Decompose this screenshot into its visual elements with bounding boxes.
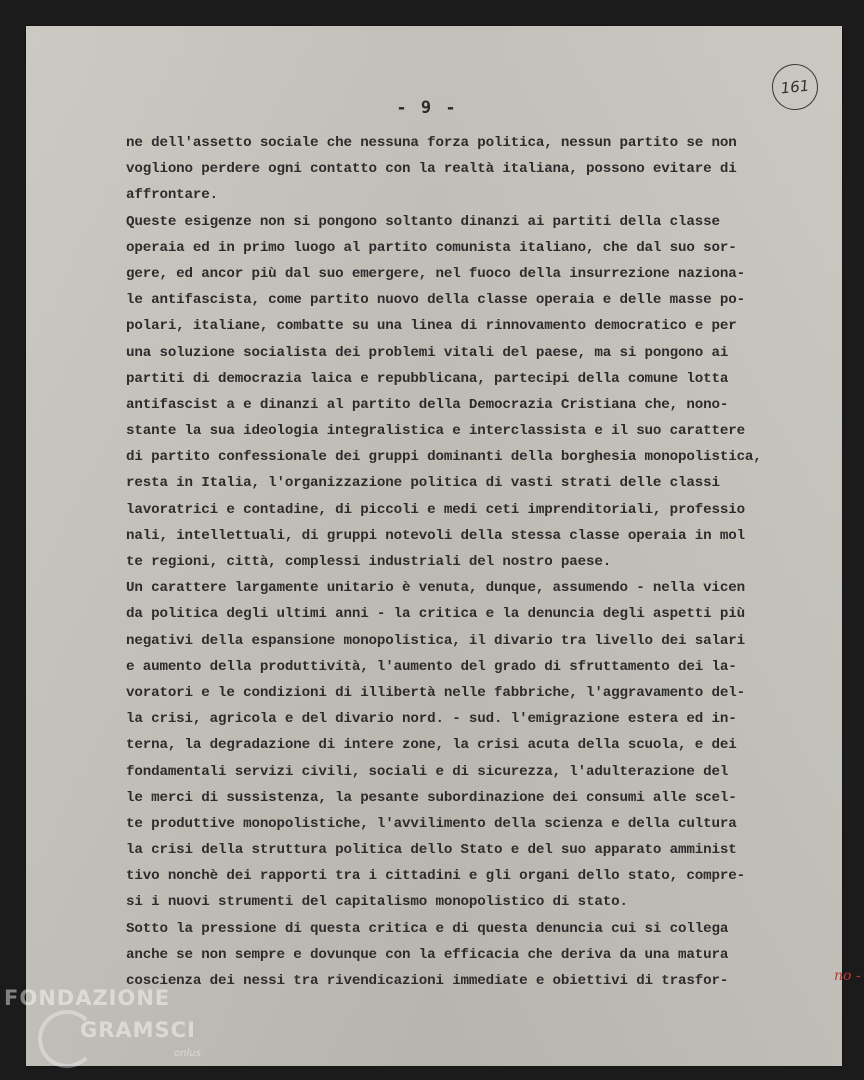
text-line: anche se non sempre e dovunque con la efficacia che deriva da una matura [126, 946, 729, 963]
text-line: coscienza dei nessi tra rivendicazioni immediate e obiettivi di trasfor- [126, 973, 729, 989]
text-line: antifascist a e dinanzi al partito della Democrazia Cristiana che, nono- [126, 396, 729, 413]
text-line: resta in Italia, l'organizzazione politica di vasti strati delle classi [126, 475, 720, 492]
text-line: ne dell'assetto sociale che nessuna forza politica, nessun partito se non [126, 135, 737, 151]
text-line: la crisi, agricola e del divario nord. - sud. l'emigrazione estera ed in- [126, 711, 737, 728]
text-line: voratori e le condizioni di illibertà nelle fabbriche, l'aggravamento del- [126, 684, 745, 701]
text-line: e aumento della produttività, l'aumento del grado di sfruttamento dei la- [126, 658, 737, 675]
text-line: le antifascista, come partito nuovo della classe operaia e delle masse po- [126, 292, 745, 309]
text-line: le merci di sussistenza, la pesante subordinazione dei consumi alle scel- [126, 789, 737, 806]
text-line: Sotto la pressione di questa critica e di questa denuncia cui si collega [126, 920, 729, 937]
text-line: lavoratrici e contadine, di piccoli e medi ceti imprenditoriali, professio [126, 501, 745, 518]
watermark-line1: FONDAZIONE [4, 986, 171, 1010]
archive-number: 161 [779, 76, 811, 98]
margin-annotation: no - [834, 968, 861, 984]
text-line: stante la sua ideologia integralistica e interclassista e il suo carattere [126, 423, 745, 440]
text-line: Queste esigenze non si pongono soltanto dinanzi ai partiti della classe [126, 213, 720, 230]
text-line: Un carattere largamente unitario è venuta, dunque, assumendo - nella vicen [126, 580, 745, 597]
text-line: polari, italiane, combatte su una linea di rinnovamento democratico e per [126, 318, 737, 335]
text-line: operaia ed in primo luogo al partito comunista italiano, che dal suo sor- [126, 239, 737, 256]
watermark-line3: onlus [174, 1048, 201, 1059]
text-line: te regioni, città, complessi industriali del nostro paese. [126, 554, 612, 570]
text-line: nali, intellettuali, di gruppi notevoli della stessa classe operaia in mol [126, 527, 745, 544]
text-line: da politica degli ultimi anni - la critica e la denuncia degli aspetti più [126, 606, 745, 623]
text-line: terna, la degradazione di intere zone, la crisi acuta della scuola, e dei [126, 737, 737, 754]
typescript-body [126, 130, 830, 994]
text-line: la crisi della struttura politica dello Stato e del suo apparato amminist [126, 842, 737, 859]
text-line: si i nuovi strumenti del capitalismo monopolistico di stato. [126, 894, 628, 911]
text-line: partiti di democrazia laica e repubblicana, partecipi della comune lotta [126, 370, 729, 387]
watermark-line2: GRAMSCI [80, 1018, 196, 1042]
text-line: fondamentali servizi civili, sociali e di sicurezza, l'adulterazione del [126, 763, 729, 780]
page-number: - 9 - [396, 98, 458, 118]
text-line: gere, ed ancor più dal suo emergere, nel fuoco della insurrezione naziona- [126, 265, 745, 282]
text-line: negativi della espansione monopolistica, il divario tra livello dei salari [126, 632, 745, 649]
typescript-page [26, 26, 861, 1066]
text-line: affrontare. [126, 187, 219, 204]
text-line: di partito confessionale dei gruppi dominanti della borghesia monopolistica, [126, 449, 762, 466]
text-line: vogliono perdere ogni contatto con la realtà italiana, possono evitare di [126, 161, 737, 178]
text-line: una soluzione socialista dei problemi vitali del paese, ma si pongono ai [126, 344, 729, 361]
text-line: te produttive monopolistiche, l'avvilimento della scienza e della cultura [126, 815, 737, 832]
text-line: tivo nonchè dei rapporti tra i cittadini e gli organi dello stato, compre- [126, 868, 745, 885]
